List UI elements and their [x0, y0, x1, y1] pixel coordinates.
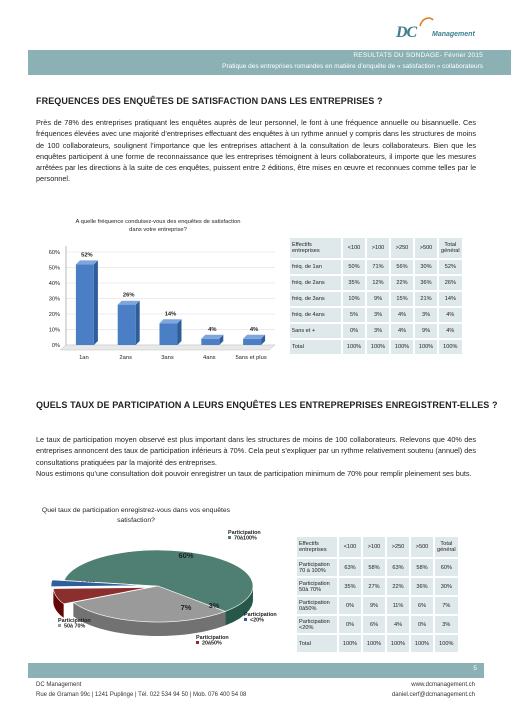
- bar-chart-title-line2: dans votre entreprise?: [129, 227, 187, 233]
- table-row: [290, 260, 462, 274]
- table-row: [290, 308, 462, 322]
- table-header-cell: Total général: [435, 537, 458, 557]
- table-cell: 6%: [411, 597, 433, 614]
- table-cell: 6%: [363, 616, 385, 633]
- section2-heading: QUELS TAUX DE PARTICIPATION A LEURS ENQUÊTES LES ENTREPREPRISES ENREGISTRENT-ELLES ?: [36, 400, 498, 410]
- bar-5ans-et-plus: [243, 339, 261, 345]
- table-cell: 26%: [439, 276, 462, 290]
- table-header-row: [297, 537, 458, 557]
- pie-value-label: 3%: [208, 601, 220, 610]
- table-header-cell: Total général: [439, 238, 462, 258]
- y-tick-label: 40%: [48, 281, 60, 287]
- table-header-cell: >100: [367, 238, 389, 258]
- table-row: [297, 578, 458, 595]
- table-cell: 58%: [363, 559, 385, 576]
- table-row: [290, 324, 462, 338]
- bar-side: [136, 301, 140, 345]
- table-cell: 9%: [415, 324, 437, 338]
- row-label-cell: Participation 70 à 100%: [297, 559, 337, 576]
- table-row: [290, 276, 462, 290]
- table-cell: 10%: [343, 292, 365, 306]
- bar-2ans: [118, 305, 136, 345]
- table-cell: 0%: [339, 616, 361, 633]
- table-cell: 3%: [435, 616, 458, 633]
- bar-3ans: [160, 323, 178, 345]
- table-cell: 0%: [343, 324, 365, 338]
- x-tick-label: 1an: [79, 355, 89, 361]
- pie-legend-range: 50à 70%: [64, 623, 86, 630]
- table-row: [290, 292, 462, 306]
- table-cell: 4%: [391, 324, 413, 338]
- y-tick-label: 10%: [48, 327, 60, 334]
- row-label-cell: fréq. de 3ans: [290, 292, 341, 306]
- table-cell: 3%: [367, 324, 389, 338]
- row-label-cell: Participation <20%: [297, 616, 337, 633]
- section1-paragraph: [36, 117, 476, 185]
- footer-address: Rue de Graman 99c | 1241 Puplinge | Tél. 022 534 94 50 | Mob. 076 400 54 08: [36, 691, 247, 698]
- table-cell: 56%: [391, 260, 413, 274]
- table-header-cell: Effectifs entreprises: [297, 537, 337, 557]
- table-cell: 50%: [343, 260, 365, 274]
- row-label-cell: Participation 50à 70%: [297, 578, 337, 595]
- y-tick-label: 20%: [48, 312, 60, 318]
- bar-4ans: [201, 339, 219, 345]
- x-tick-label: 4ans: [203, 355, 216, 361]
- pie-legend-label: Participation: [244, 612, 277, 618]
- x-tick-label: 3ans: [161, 355, 174, 361]
- x-tick-label: 5ans et plus: [235, 355, 267, 361]
- table-cell: 100%: [415, 340, 437, 354]
- table-cell: 7%: [435, 597, 458, 614]
- frequency-bar-chart: [30, 212, 280, 362]
- table-row: [297, 559, 458, 576]
- logo-subtext: Management: [432, 31, 475, 38]
- pie-legend-label: Participation: [228, 530, 261, 536]
- table-cell: 3%: [415, 308, 437, 322]
- pie-value-label: 60%: [178, 551, 194, 560]
- header-subtitle: Pratique des entreprises romandes en matière d’enquête de « satisfaction » collaborateurs: [222, 63, 483, 70]
- table-cell: 35%: [343, 276, 365, 290]
- row-label-cell: Total: [297, 635, 337, 652]
- table-cell: 58%: [411, 559, 433, 576]
- row-label-cell: fréq. de 1an: [290, 260, 341, 274]
- table-cell: 22%: [391, 276, 413, 290]
- y-tick-label: 60%: [48, 250, 60, 256]
- table-header-cell: <100: [339, 537, 361, 557]
- table-cell: 12%: [367, 276, 389, 290]
- y-tick-label: 30%: [48, 296, 60, 303]
- table-cell: 14%: [439, 292, 462, 306]
- pie-legend-range: <20%: [250, 617, 264, 624]
- section2-text-1: Le taux de participation moyen observé est plus important dans les structures de moins de 100 collaborateurs. Relevons que 40% des entreprises annoncent des taux de participation inférieurs à 70%. Cela peut s’expliquer par un rythme relativement soutenu (annuel) des consultations pratiquées par la majorité des entreprises.: [36, 435, 476, 467]
- table-cell: 100%: [439, 340, 462, 354]
- table-cell: 52%: [439, 260, 462, 274]
- row-label-cell: fréq. de 4ans: [290, 308, 341, 322]
- table-cell: 0%: [339, 597, 361, 614]
- table-cell: 100%: [339, 635, 361, 652]
- footer-links: [392, 681, 475, 700]
- table-row: [297, 597, 458, 614]
- logo-swirl-icon: [418, 16, 434, 28]
- table-cell: 100%: [391, 340, 413, 354]
- pie-legend-range: 20à50%: [202, 640, 222, 647]
- row-label-cell: Total: [290, 340, 341, 354]
- table-cell: 15%: [391, 292, 413, 306]
- table-cell: 30%: [435, 578, 458, 595]
- bar-value-label: 52%: [81, 252, 93, 259]
- bar-side: [178, 319, 182, 345]
- table-header-row: [290, 238, 462, 258]
- table-cell: 36%: [411, 578, 433, 595]
- table-cell: 35%: [339, 578, 361, 595]
- bar-value-label: 26%: [122, 292, 135, 299]
- pie-legend-label: Participation: [58, 618, 91, 624]
- table-row: [297, 616, 458, 633]
- table-header-cell: >500: [411, 537, 433, 557]
- footer-website-link[interactable]: www.dcmanagement.ch: [411, 682, 475, 688]
- table-cell: 100%: [435, 635, 458, 652]
- footer-email-link[interactable]: daniel.cerf@dcmanagement.ch: [391, 691, 475, 698]
- table-cell: 4%: [439, 308, 462, 322]
- participation-table: [295, 535, 460, 654]
- header-title: RESULTATS DU SONDAGE- Février 2015: [353, 52, 483, 59]
- pie-legend-swatch: [228, 536, 231, 539]
- pie-chart-title: Quel taux de participation enregistrez-vous dans vos enquêtes: [41, 507, 231, 514]
- table-cell: 3%: [367, 308, 389, 322]
- table-cell: 0%: [411, 616, 433, 633]
- page-number: 5: [473, 665, 477, 672]
- table-cell: 100%: [363, 635, 385, 652]
- bar-value-label: 4%: [208, 326, 217, 333]
- row-label-cell: Participation 0à50%: [297, 597, 337, 614]
- table-cell: 100%: [411, 635, 433, 652]
- footer-band: [28, 663, 484, 678]
- bar-1an: [76, 264, 94, 345]
- section2-text-2: Nous estimons qu’une consultation doit pouvoir enregistrer un taux de participation minimum de 70% pour remplir pleinement ses buts.: [36, 468, 472, 478]
- participation-pie-chart: [36, 504, 291, 654]
- section1-text: Près de 78% des entreprises pratiquant les enquêtes auprès de leur personnel, le font à une fréquence annuelle ou bisannuelle. Ces fréquences élevées avec une majorité d’entreprises effectuant des enquêtes à un rythme annuel y compris dans les structures de moins de 100 collaborateurs, soulignent l’importance que les entreprises attachent à la consultation de leurs collaborateurs. Bien que les enquêtes participent à une forme de reconnaissance que les entreprises témoignent à leurs collaborateurs, il importe que les mesures arrêtées par les directions à la suite de ces enquêtes, puissent entre 2 éditions, être mises en œuvre et reconnues comme telles par le personnel.: [36, 118, 476, 184]
- table-cell: 21%: [415, 292, 437, 306]
- table-cell: 100%: [367, 340, 389, 354]
- table-cell: 100%: [343, 340, 365, 354]
- table-cell: 4%: [387, 616, 409, 633]
- logo-text: DC: [396, 24, 417, 41]
- company-logo: [396, 16, 506, 50]
- footer-company: DC Management: [36, 682, 82, 688]
- pie-chart-title-line2: satisfaction?: [117, 517, 155, 524]
- table-cell: 22%: [387, 578, 409, 595]
- table-cell: 63%: [339, 559, 361, 576]
- pie-legend-range: 70à100%: [234, 535, 257, 542]
- section2-paragraph: [36, 434, 476, 479]
- table-cell: 63%: [387, 559, 409, 576]
- table-header-cell: >100: [363, 537, 385, 557]
- pie-legend-label: Participation: [196, 635, 229, 641]
- section1-heading: FREQUENCES DES ENQUÊTES DE SATISFACTION DANS LES ENTREPRISES ?: [36, 96, 383, 106]
- bar-value-label: 14%: [164, 311, 177, 318]
- y-tick-label: 50%: [48, 265, 60, 272]
- pie-chart-svg: [36, 504, 291, 654]
- table-header-cell: <100: [343, 238, 365, 258]
- chart-floor: [60, 345, 275, 350]
- table-cell: 4%: [439, 324, 462, 338]
- frequency-table: [288, 236, 464, 356]
- pie-value-label: 7%: [180, 603, 192, 612]
- x-tick-label: 2ans: [119, 355, 132, 361]
- table-cell: 11%: [387, 597, 409, 614]
- table-cell: 36%: [415, 276, 437, 290]
- bar-side: [94, 260, 98, 345]
- bar-value-label: 4%: [249, 326, 259, 333]
- bar-chart-title: A quelle fréquence conduisez-vous des enquêtes de satisfaction: [75, 219, 241, 225]
- table-header-cell: Effectifs entreprises: [290, 238, 341, 258]
- bar-chart-svg: [30, 212, 280, 362]
- table-header-cell: >500: [415, 238, 437, 258]
- footer-contact: [36, 681, 246, 700]
- pie-legend-swatch: [196, 641, 199, 644]
- y-tick-label: 0%: [51, 343, 60, 349]
- row-label-cell: fréq. de 2ans: [290, 276, 341, 290]
- table-cell: 100%: [387, 635, 409, 652]
- table-row: [290, 340, 462, 354]
- table-cell: 30%: [415, 260, 437, 274]
- pie-legend-swatch: [58, 624, 61, 627]
- table-cell: 71%: [367, 260, 389, 274]
- table-cell: 27%: [363, 578, 385, 595]
- table-cell: 4%: [391, 308, 413, 322]
- table-header-cell: >250: [391, 238, 413, 258]
- table-row: [297, 635, 458, 652]
- pie-legend-swatch: [244, 618, 247, 621]
- table-cell: 60%: [435, 559, 458, 576]
- table-header-cell: >250: [387, 537, 409, 557]
- row-label-cell: 5ans et +: [290, 324, 341, 338]
- table-cell: 5%: [343, 308, 365, 322]
- table-cell: 9%: [367, 292, 389, 306]
- table-cell: 9%: [363, 597, 385, 614]
